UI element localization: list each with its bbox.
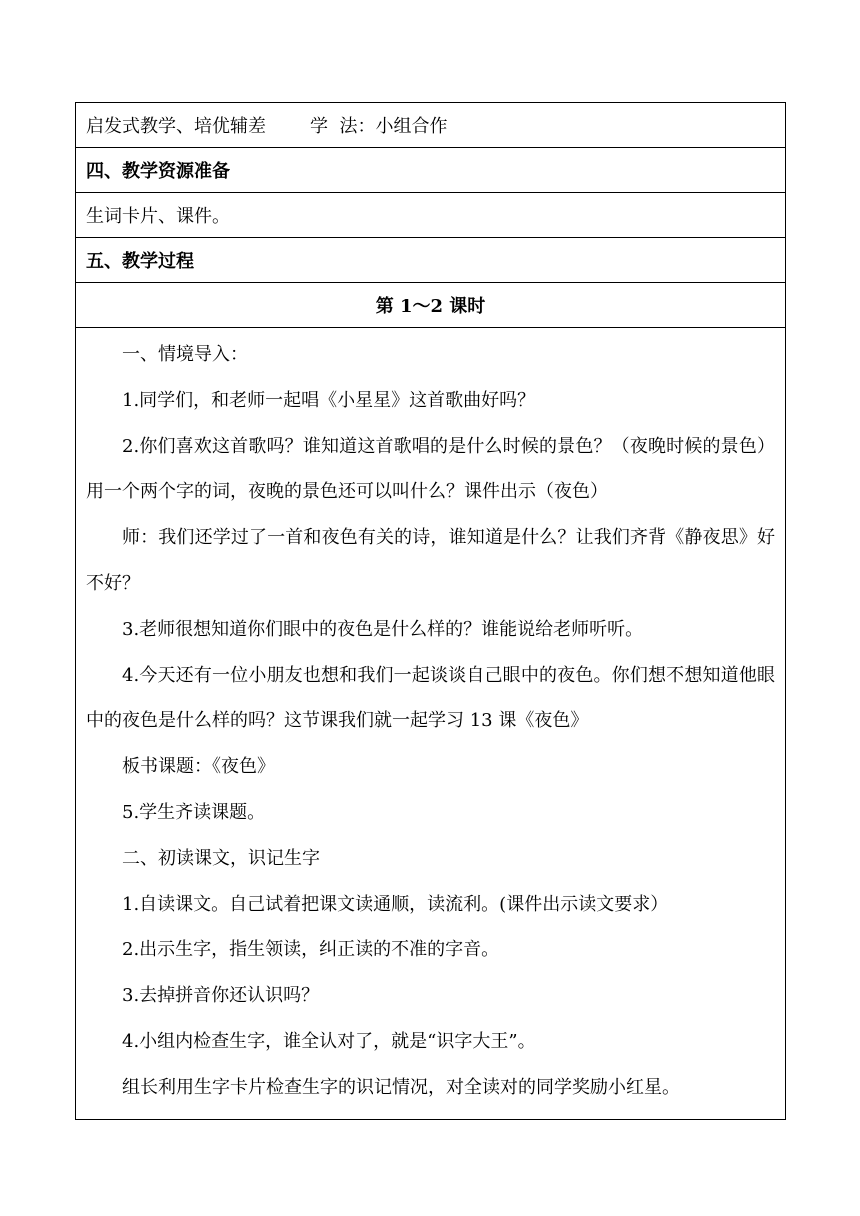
paragraph: 板书课题：《夜色》 — [122, 756, 275, 778]
paragraph: 1.自读课文。自己试着把课文读通顺，读流利。(课件出示读文要求） — [122, 893, 669, 915]
lesson-content — [76, 328, 786, 1120]
paragraph: 3.老师很想知道你们眼中的夜色是什么样的？谁能说给老师听听。 — [122, 618, 644, 640]
resources-row — [76, 193, 786, 238]
content-row — [76, 328, 786, 1120]
learning-method: 学 法：小组合作 — [310, 116, 448, 137]
paragraph: 3.去掉拼音你还认识吗？ — [122, 985, 320, 1007]
lesson-title-row — [76, 283, 786, 328]
methods-row — [76, 103, 786, 148]
teaching-method: 启发式教学、培优辅差 — [86, 116, 266, 137]
lesson-title: 第 1～2 课时 — [76, 283, 786, 328]
paragraph: 2.出示生字，指生领读，纠正读的不准的字音。 — [122, 939, 500, 961]
paragraph: 二、初读课文，识记生字 — [122, 847, 320, 869]
paragraph: 4.小组内检查生字，谁全认对了，就是“识字大王”。 — [122, 1030, 536, 1052]
section5-title: 五、教学过程 — [76, 238, 786, 283]
paragraph: 5.学生齐读课题。 — [122, 801, 266, 823]
paragraph: 一、情境导入： — [122, 344, 248, 365]
section4-row — [76, 148, 786, 193]
paragraph: 2.你们喜欢这首歌吗？谁知道这首歌唱的是什么时候的景色？（夜晚时候的景色）用一个两个字的词，夜晚的景色还可以叫什么？课件出示（夜色） — [86, 435, 775, 503]
section5-row — [76, 238, 786, 283]
paragraph: 4.今天还有一位小朋友也想和我们一起谈谈自己眼中的夜色。你们想不想知道他眼中的夜色是什么样的吗？这节课我们就一起学习 13 课《夜色》 — [86, 664, 775, 732]
paragraph: 组长利用生字卡片检查生字的识记情况，对全读对的同学奖励小红星。 — [122, 1076, 680, 1098]
paragraph: 师：我们还学过了一首和夜色有关的诗，谁知道是什么？让我们齐背《静夜思》好不好？ — [86, 527, 775, 594]
methods-cell — [76, 103, 786, 148]
section4-title: 四、教学资源准备 — [76, 148, 786, 193]
lesson-plan-table — [75, 102, 786, 1120]
paragraph: 1.同学们，和老师一起唱《小星星》这首歌曲好吗？ — [122, 389, 536, 411]
resources-text: 生词卡片、课件。 — [76, 193, 786, 238]
